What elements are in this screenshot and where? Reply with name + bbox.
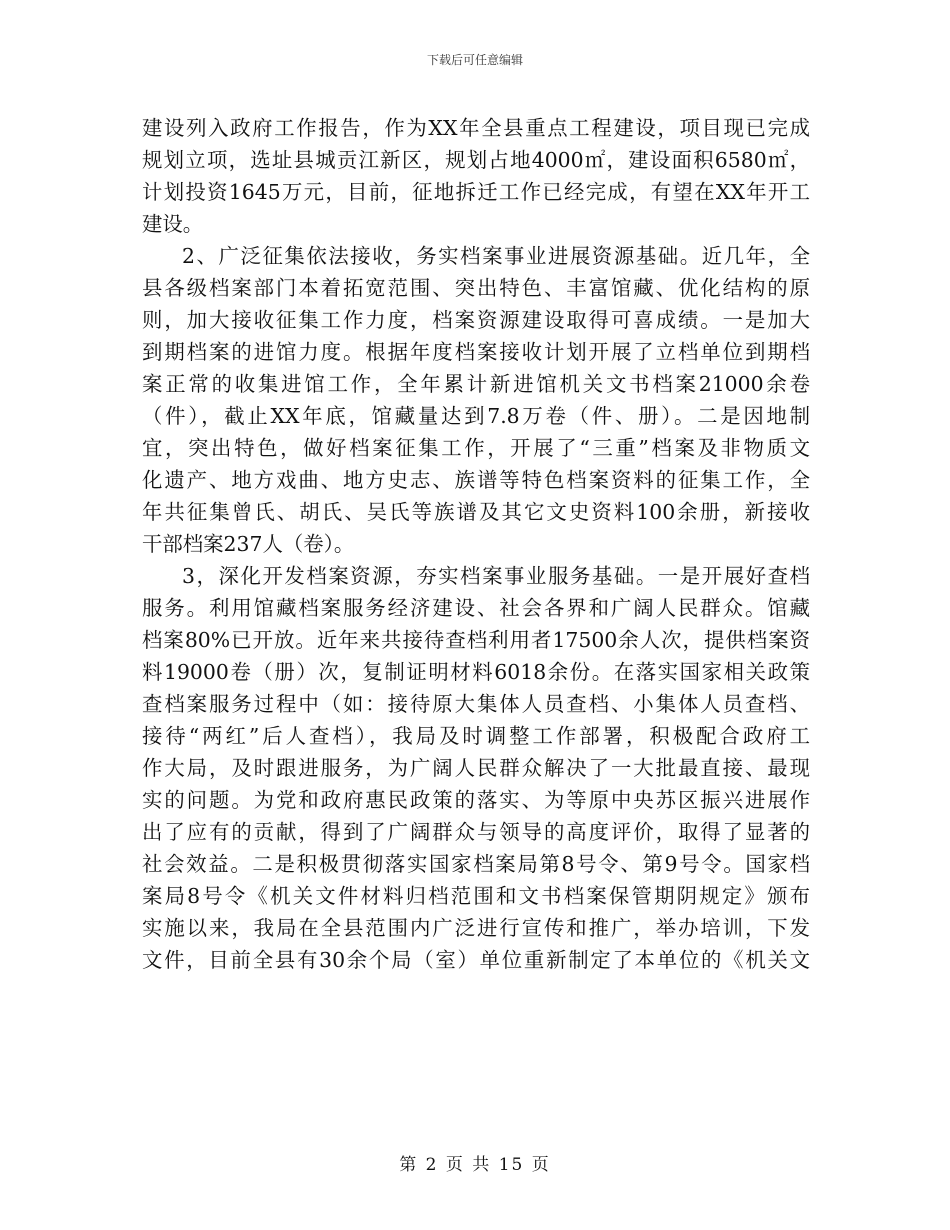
body-line: 到期档案的进馆力度。根据年度档案接收计划开展了立档单位到期档 — [142, 340, 810, 364]
page-header-note: 下载后可任意编辑 — [426, 53, 523, 67]
body-line: 查档案服务过程中（如：接待原大集体人员查档、小集体人员查档、 — [142, 692, 810, 716]
body-line: 档案80%已开放。近年来共接待查档利用者17500余人次，提供档案资 — [142, 628, 810, 652]
body-line: 规划立项，选址县城贡江新区，规划占地4000㎡，建设面积6580㎡， — [142, 148, 810, 172]
document-body — [142, 112, 810, 976]
body-line: 建设。 — [142, 212, 204, 236]
body-line: 接待“两红”后人查档），我局及时调整工作部署，积极配合政府工 — [142, 724, 810, 748]
body-line: 料19000卷（册）次，复制证明材料6018余份。在落实国家相关政策 — [142, 660, 810, 684]
body-line: 案正常的收集进馆工作，全年累计新进馆机关文书档案21000余卷 — [142, 372, 810, 396]
body-line: 社会效益。二是积极贯彻落实国家档案局第8号令、第9号令。国家档 — [142, 852, 810, 876]
body-line: 实施以来，我局在全县范围内广泛进行宣传和推广，举办培训，下发 — [142, 916, 810, 940]
body-line: 2、广泛征集依法接收，务实档案事业进展资源基础。近几年，全 — [182, 244, 810, 268]
body-line: 案局8号令《机关文件材料归档范围和文书档案保管期阴规定》颁布 — [142, 884, 810, 908]
body-line: 年共征集曾氏、胡氏、吴氏等族谱及其它文史资料100余册，新接收 — [142, 500, 810, 524]
body-line: 县各级档案部门本着拓宽范围、突出特色、丰富馆藏、优化结构的原 — [142, 276, 810, 300]
body-line: 服务。利用馆藏档案服务经济建设、社会各界和广阔人民群众。馆藏 — [142, 596, 810, 620]
body-line: 干部档案237人（卷）。 — [142, 532, 355, 556]
body-line: 实的问题。为党和政府惠民政策的落实、为等原中央苏区振兴进展作 — [142, 788, 810, 812]
body-line: 建设列入政府工作报告，作为XX年全县重点工程建设，项目现已完成 — [142, 116, 810, 140]
body-line: 出了应有的贡献，得到了广阔群众与领导的高度评价，取得了显著的 — [142, 820, 810, 844]
body-line: 文件，目前全县有30余个局（室）单位重新制定了本单位的《机关文 — [142, 948, 810, 972]
body-line: 宜，突出特色，做好档案征集工作，开展了“三重”档案及非物质文 — [142, 436, 810, 460]
body-line: 计划投资1645万元，目前，征地拆迁工作已经完成，有望在XX年开工 — [142, 180, 810, 204]
body-line: （件），截止XX年底，馆藏量达到7.8万卷（件、册）。二是因地制 — [142, 404, 810, 428]
body-line: 化遗产、地方戏曲、地方史志、族谱等特色档案资料的征集工作，全 — [142, 468, 810, 492]
page-number: 第 2 页 共 15 页 — [399, 1155, 551, 1175]
body-line: 3，深化开发档案资源，夯实档案事业服务基础。一是开展好查档 — [182, 564, 810, 588]
body-line: 则，加大接收征集工作力度，档案资源建设取得可喜成绩。一是加大 — [142, 308, 810, 332]
body-line: 作大局，及时跟进服务，为广阔人民群众解决了一大批最直接、最现 — [142, 756, 810, 780]
